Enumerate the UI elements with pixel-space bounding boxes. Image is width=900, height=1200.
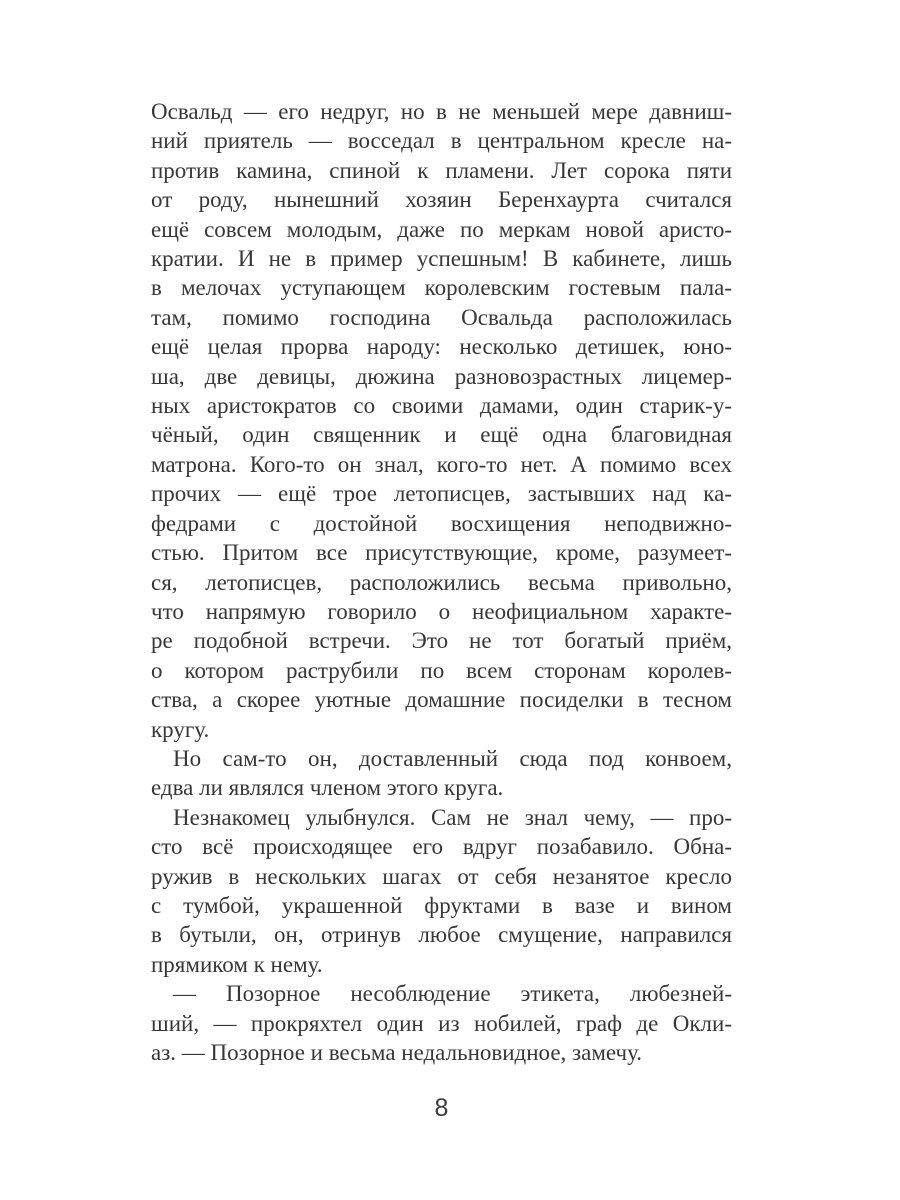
text-line: ружив в нескольких шагах от себя незанятое кресло (151, 863, 732, 889)
text-line: кратии. И не в пример успешным! В кабинете, лишь (151, 246, 732, 272)
text-line: ных аристократов со своими дамами, один старик-у- (151, 393, 732, 419)
text-line: Незнакомец улыбнулся. Сам не знал чему, — про- (173, 804, 732, 830)
text-line: в бутыли, он, отринув любое смущение, направился (151, 922, 732, 948)
text-block (151, 97, 732, 1067)
text-line: ства, а скорее уютные домашние посиделки в тесном (151, 687, 732, 713)
text-line: ещё совсем молодым, даже по меркам новой аристо- (151, 216, 732, 242)
text-line: ре подобной встречи. Это не тот богатый приём, (151, 628, 732, 654)
text-line: прямиком к нему. (151, 951, 323, 977)
text-line: ший, — прокряхтел один из нобилей, граф де Окли- (151, 1010, 732, 1036)
text-line: о котором раструбили по всем сторонам королев- (151, 657, 732, 683)
text-line: прочих — ещё трое летописцев, застывших над ка- (151, 481, 732, 507)
text-line: чёный, один священник и ещё одна благовидная (151, 422, 732, 448)
text-line: против камина, спиной к пламени. Лет сорока пяти (151, 157, 732, 183)
text-line: Но сам-то он, доставленный сюда под конвоем, (173, 745, 732, 771)
text-line: ша, две девицы, дюжина разновозрастных лицемер- (151, 363, 732, 389)
text-line: стью. Притом все присутствующие, кроме, разумеет- (151, 540, 732, 566)
text-line: федрами с достойной восхищения неподвижно- (151, 510, 732, 536)
page-number: 8 (434, 1094, 449, 1122)
text-line: сто всё происходящее его вдруг позабавило. Обна- (151, 834, 732, 860)
text-line: от роду, нынешний хозяин Беренхаурта считался (151, 187, 732, 213)
text-line: что напрямую говорило о неофициальном характе- (151, 598, 732, 624)
text-line: едва ли являлся членом этого круга. (151, 775, 504, 801)
text-line: с тумбой, украшенной фруктами в вазе и вином (151, 892, 732, 918)
text-line: матрона. Кого-то он знал, кого-то нет. А помимо всех (151, 451, 732, 477)
text-line: аз. — Позорное и весьма недальновидное, замечу. (151, 1040, 643, 1065)
text-line: Освальд — его недруг, но в не меньшей мере давниш- (151, 99, 732, 124)
text-line: ний приятель — восседал в центральном кресле на- (151, 128, 732, 154)
text-line: в мелочах уступающем королевским гостевым пала- (151, 275, 732, 301)
text-line: там, помимо господина Освальда расположилась (151, 304, 732, 330)
text-line: ещё целая прорва народу: несколько детишек, юно- (151, 334, 732, 360)
text-line: — Позорное несоблюдение этикета, любезней- (173, 981, 732, 1007)
text-line: кругу. (151, 716, 210, 742)
text-line: ся, летописцев, расположились весьма привольно, (151, 569, 732, 595)
